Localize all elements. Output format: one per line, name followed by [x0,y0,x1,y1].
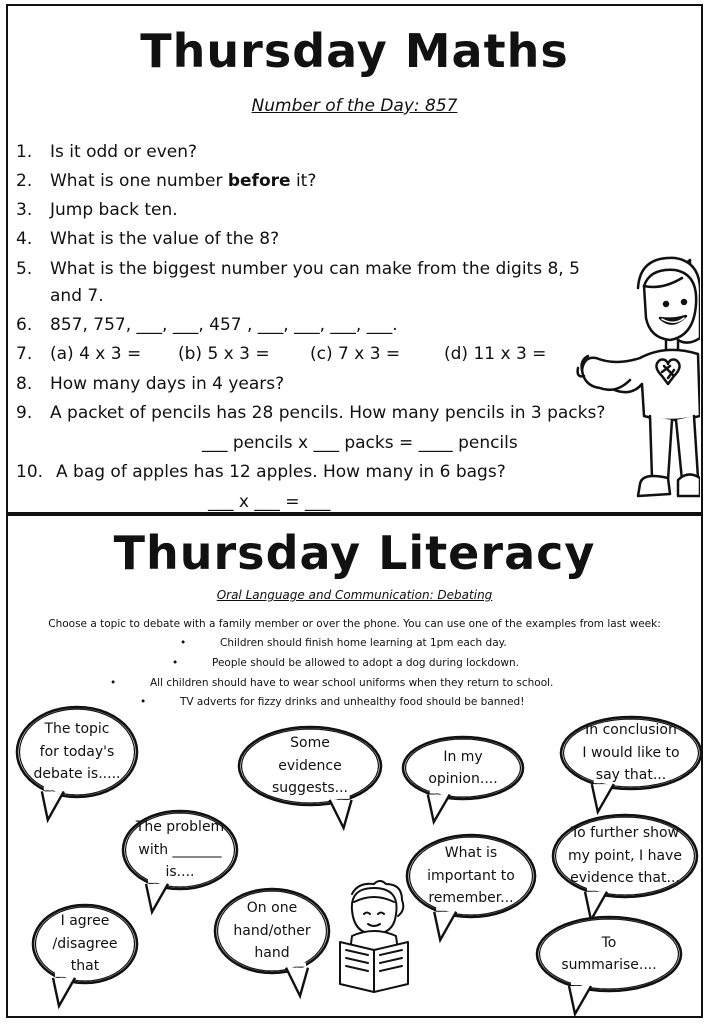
debate-topic-item: • TV adverts for fizzy drinks and unhealthy food should be banned! [140,696,525,708]
literacy-instructions: Choose a topic to debate with a family member or over the phone. You can use one of the examples from last week: [48,618,661,630]
debate-topic-item: • People should be allowed to adopt a dog during lockdown. [172,657,520,669]
speech-bubble: In my opinion.... [400,734,526,802]
girl-illustration [570,248,700,513]
question-9: 9. A packet of pencils has 28 pencils. How many pencils in 3 packs? [16,403,606,423]
literacy-title: Thursday Literacy [113,526,596,580]
maths-panel [6,4,703,514]
speech-bubble: The problem with _______ is.... [120,808,240,892]
debate-topic-item: • All children should have to wear school uniforms when they return to school. [110,677,554,689]
question-10: 10. A bag of apples has 12 apples. How many in 6 bags? [16,462,506,482]
speech-bubble: Some evidence suggests... [236,724,384,808]
speech-bubble: To further show my point, I have evidence that... [550,812,700,900]
speech-bubble: The topic for today's debate is..... [14,704,140,800]
question-1: 1. Is it odd or even? [16,142,198,162]
question-10-answer-line: ___ x ___ = ___ [208,492,331,512]
question-8: 8. How many days in 4 years? [16,374,285,394]
question-9-answer-line: ___ pencils x ___ packs = ____ pencils [202,433,518,453]
speech-bubble: I agree /disagree that [30,902,140,986]
literacy-panel [6,514,703,1018]
debate-topic-item: • Children should finish home learning at 1pm each day. [180,637,507,649]
speech-bubble: On one hand/other hand [212,886,332,976]
question-3: 3. Jump back ten. [16,200,178,220]
question-2: 2. What is one number before it? [16,171,317,191]
reading-girl-illustration [334,880,414,1000]
question-5: 5. What is the biggest number you can make from the digits 8, 5 [16,259,580,279]
bold-word-before: before [227,171,291,191]
literacy-subtitle: Oral Language and Communication: Debating [216,588,493,602]
speech-bubble: To summarise.... [534,914,684,994]
question-4: 4. What is the value of the 8? [16,229,280,249]
speech-bubble: In conclusion I would like to say that... [558,714,704,792]
speech-bubble: What is important to remember... [404,832,538,920]
question-5-continued: and 7. [50,286,104,306]
question-7: 7. (a) 4 x 3 = (b) 5 x 3 = (c) 7 x 3 = (d) 11 x 3 = [16,344,547,364]
number-of-the-day: Number of the Day: 857 [251,96,458,116]
maths-title: Thursday Maths [140,24,569,78]
question-6: 6. 857, 757, ___, ___, 457 , ___, ___, ___, ___. [16,315,398,335]
